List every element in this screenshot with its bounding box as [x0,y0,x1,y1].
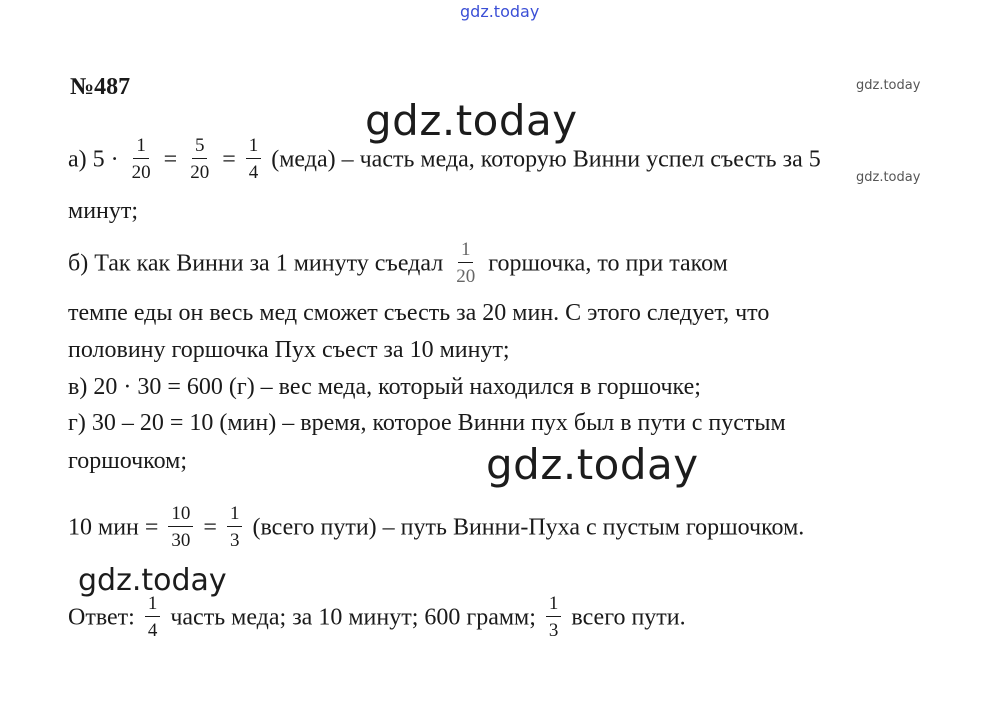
part-g-line-1: г) 30 – 20 = 10 (мин) – время, которое Винни пух был в пути с пустым [68,410,786,436]
part-b-line-3: половину горшочка Пух съест за 10 минут; [68,337,510,363]
problem-number: №487 [70,74,131,100]
watermark-small: gdz.today [856,78,921,93]
equals-sign: = [163,146,178,173]
watermark-top: gdz.today [460,2,540,21]
equals-sign: = [203,514,217,541]
fraction: $\frac{5}{20}$ [190,135,210,183]
part-b-suffix: горшочка, то при таком [488,250,728,277]
ratio-prefix: 10 мин = [68,514,159,541]
part-g-line-2: горшочком; [68,448,188,474]
part-b-line [68,239,728,288]
part-b-line-2: темпе еды он весь мед сможет съесть за 20 мин. С этого следует, что [68,300,770,326]
part-v-line: в) 20 · 30 = 600 (г) – вес меда, который находился в горшочке; [68,374,701,400]
ratio-text: (всего пути) – путь Винни-Пуха с пустым горшочком. [252,514,805,541]
fraction: $\frac{1}{20}$ [131,135,151,183]
answer-suffix: всего пути. [571,604,686,631]
part-a-prefix: а) 5 · [68,146,119,173]
answer-prefix: Ответ: [68,604,135,631]
fraction: $\frac{1}{20}$ [456,239,476,287]
fraction: $\frac{1}{4}$ [246,136,262,182]
watermark-mid: gdz.today [78,563,227,598]
answer-line [68,593,686,642]
fraction: $\frac{1}{3}$ [227,504,243,550]
fraction: $\frac{1}{3}$ [546,594,562,640]
watermark-big: gdz.today [365,96,578,145]
part-a-text: (меда) – часть меда, которую Винни успел съесть за 5 [271,146,821,173]
fraction: $\frac{1}{4}$ [145,594,161,640]
part-a-line [68,135,821,184]
fraction: $\frac{10}{30}$ [168,504,193,550]
answer-mid: часть меда; за 10 минут; 600 грамм; [170,604,536,631]
watermark-big: gdz.today [486,440,699,489]
watermark-small: gdz.today [856,170,921,185]
ratio-line [68,503,805,552]
part-b-prefix: б) Так как Винни за 1 минуту съедал [68,250,444,277]
equals-sign: = [222,146,236,173]
part-a-continuation: минут; [68,198,139,224]
